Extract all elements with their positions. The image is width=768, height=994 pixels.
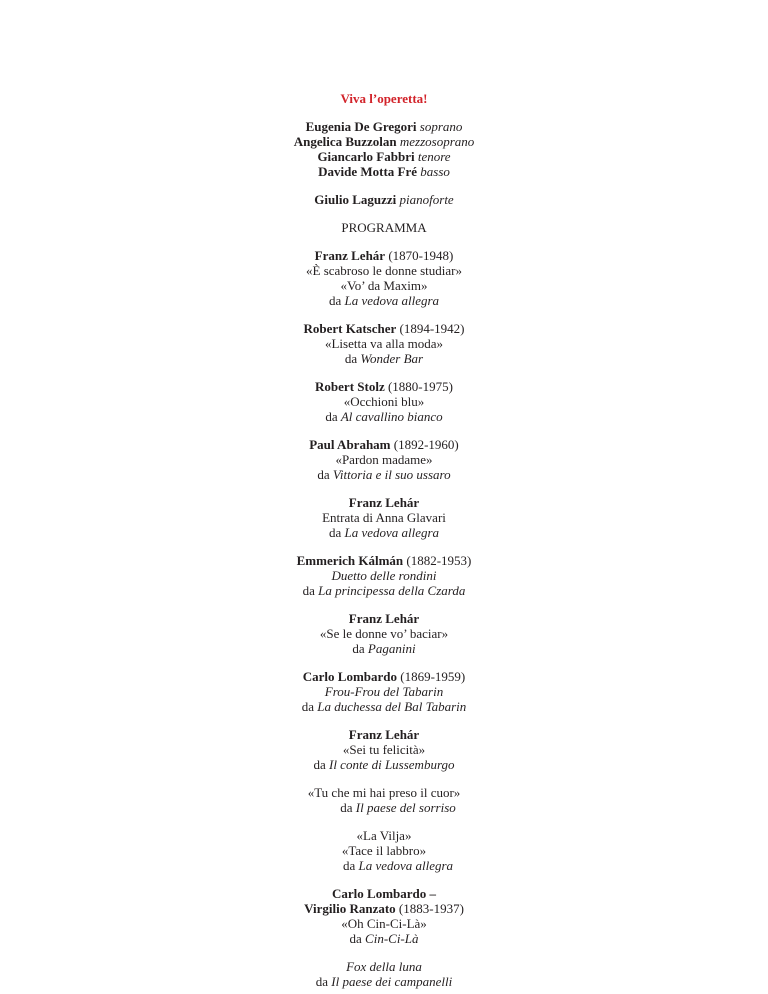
source-line: da Il conte di Lussemburgo	[313, 757, 455, 772]
performer-voice: tenore	[417, 149, 451, 164]
performer-line	[0, 149, 768, 164]
performer-voice: basso	[420, 164, 450, 179]
performer-name: Eugenia De Gregori	[305, 119, 417, 134]
composer-name: Robert Katscher	[303, 321, 397, 336]
operetta-title: La vedova allegra	[344, 525, 440, 540]
source-line: da Il paese dei campanelli	[315, 974, 453, 989]
source-line: da Cin-Ci-Là	[349, 931, 419, 946]
performer-voice: mezzosoprano	[399, 134, 475, 149]
performer-name: Davide Motta Fré	[318, 164, 418, 179]
source-line: da Il paese del sorriso	[340, 800, 456, 815]
source-line: da Paganini	[352, 641, 416, 656]
performer-name: Angelica Buzzolan	[293, 134, 397, 149]
piece-title: Duetto delle rondini	[331, 568, 437, 583]
piece-title: «È scabroso le donne studiar»	[306, 263, 462, 278]
composer-line	[0, 901, 768, 916]
piece-title: «Tace il labbro»	[341, 843, 427, 858]
piece-title: Entrata di Anna Glavari	[322, 510, 446, 525]
composer-line	[0, 495, 768, 510]
performer-line	[0, 119, 768, 134]
pianist-instrument: pianoforte	[399, 192, 454, 207]
source-line: da La principessa della Czarda	[302, 583, 466, 598]
composer-dates: (1892-1960)	[393, 437, 459, 452]
composer-line	[0, 886, 768, 901]
performer-name: Giancarlo Fabbri	[317, 149, 415, 164]
source-line: da La duchessa del Bal Tabarin	[301, 699, 467, 714]
piece-title: Frou-Frou del Tabarin	[324, 684, 444, 699]
performer-voice: soprano	[419, 119, 463, 134]
operetta-title: La vedova allegra	[358, 858, 454, 873]
concert-title: Viva l’operetta!	[340, 91, 428, 106]
piece-title: «Pardon madame»	[335, 452, 433, 467]
composer-line	[0, 379, 768, 394]
composer-line	[0, 669, 768, 684]
operetta-title: Paganini	[367, 641, 416, 656]
composer-dates: (1869-1959)	[400, 669, 466, 684]
source-line: da Al cavallino bianco	[325, 409, 443, 424]
piece-title: «Lisetta va alla moda»	[324, 336, 444, 351]
composer-name: Robert Stolz	[315, 379, 385, 394]
composer-name: Carlo Lombardo	[302, 669, 397, 684]
operetta-title: Al cavallino bianco	[340, 409, 443, 424]
operetta-title: La vedova allegra	[344, 293, 440, 308]
source-line: da La vedova allegra	[342, 858, 454, 873]
composer-line	[0, 727, 768, 742]
composer-line	[0, 553, 768, 568]
composer-dates: (1894-1942)	[399, 321, 465, 336]
composer-name: Franz Lehár	[348, 727, 420, 742]
composer-name: Virgilio Ranzato	[304, 901, 396, 916]
source-line: da Vittoria e il suo ussaro	[317, 467, 451, 482]
composer-name: Franz Lehár	[348, 495, 420, 510]
operetta-title: Cin-Ci-Là	[365, 931, 419, 946]
source-line: da La vedova allegra	[328, 293, 440, 308]
operetta-title: Il paese del sorriso	[355, 800, 456, 815]
composer-line	[0, 611, 768, 626]
piece-title: «Sei tu felicità»	[342, 742, 426, 757]
composer-dates: (1870-1948)	[388, 248, 454, 263]
pianist-line	[0, 192, 768, 207]
operetta-title: Vittoria e il suo ussaro	[332, 467, 451, 482]
piece-title: «Oh Cin-Ci-Là»	[341, 916, 427, 931]
composer-line	[0, 321, 768, 336]
piece-title: «Occhioni blu»	[343, 394, 425, 409]
performer-line	[0, 164, 768, 179]
composer-name: Carlo Lombardo –	[332, 886, 436, 901]
pianist-name: Giulio Laguzzi	[314, 192, 397, 207]
operetta-title: Il paese dei campanelli	[331, 974, 453, 989]
composer-name: Paul Abraham	[309, 437, 391, 452]
operetta-title: Wonder Bar	[360, 351, 424, 366]
piece-title: Fox della luna	[346, 959, 422, 974]
source-line: da La vedova allegra	[328, 525, 440, 540]
piece-title: «Se le donne vo’ baciar»	[319, 626, 449, 641]
composer-name: Franz Lehár	[314, 248, 386, 263]
composer-name: Emmerich Kálmán	[296, 553, 404, 568]
performer-line	[0, 134, 768, 149]
operetta-title: La principessa della Czarda	[318, 583, 466, 598]
composer-name: Franz Lehár	[348, 611, 420, 626]
programme-heading: PROGRAMMA	[341, 220, 427, 235]
composer-dates: (1882-1953)	[406, 553, 472, 568]
operetta-title: Il conte di Lussemburgo	[328, 757, 455, 772]
composer-line	[0, 248, 768, 263]
composer-line	[0, 437, 768, 452]
piece-title: «Tu che mi hai preso il cuor»	[307, 785, 461, 800]
composer-dates: (1883-1937)	[398, 901, 464, 916]
composer-dates: (1880-1975)	[387, 379, 453, 394]
operetta-title: La duchessa del Bal Tabarin	[317, 699, 467, 714]
piece-title: «La Vilja»	[356, 828, 412, 843]
piece-title: «Vo’ da Maxim»	[340, 278, 428, 293]
source-line: da Wonder Bar	[344, 351, 424, 366]
